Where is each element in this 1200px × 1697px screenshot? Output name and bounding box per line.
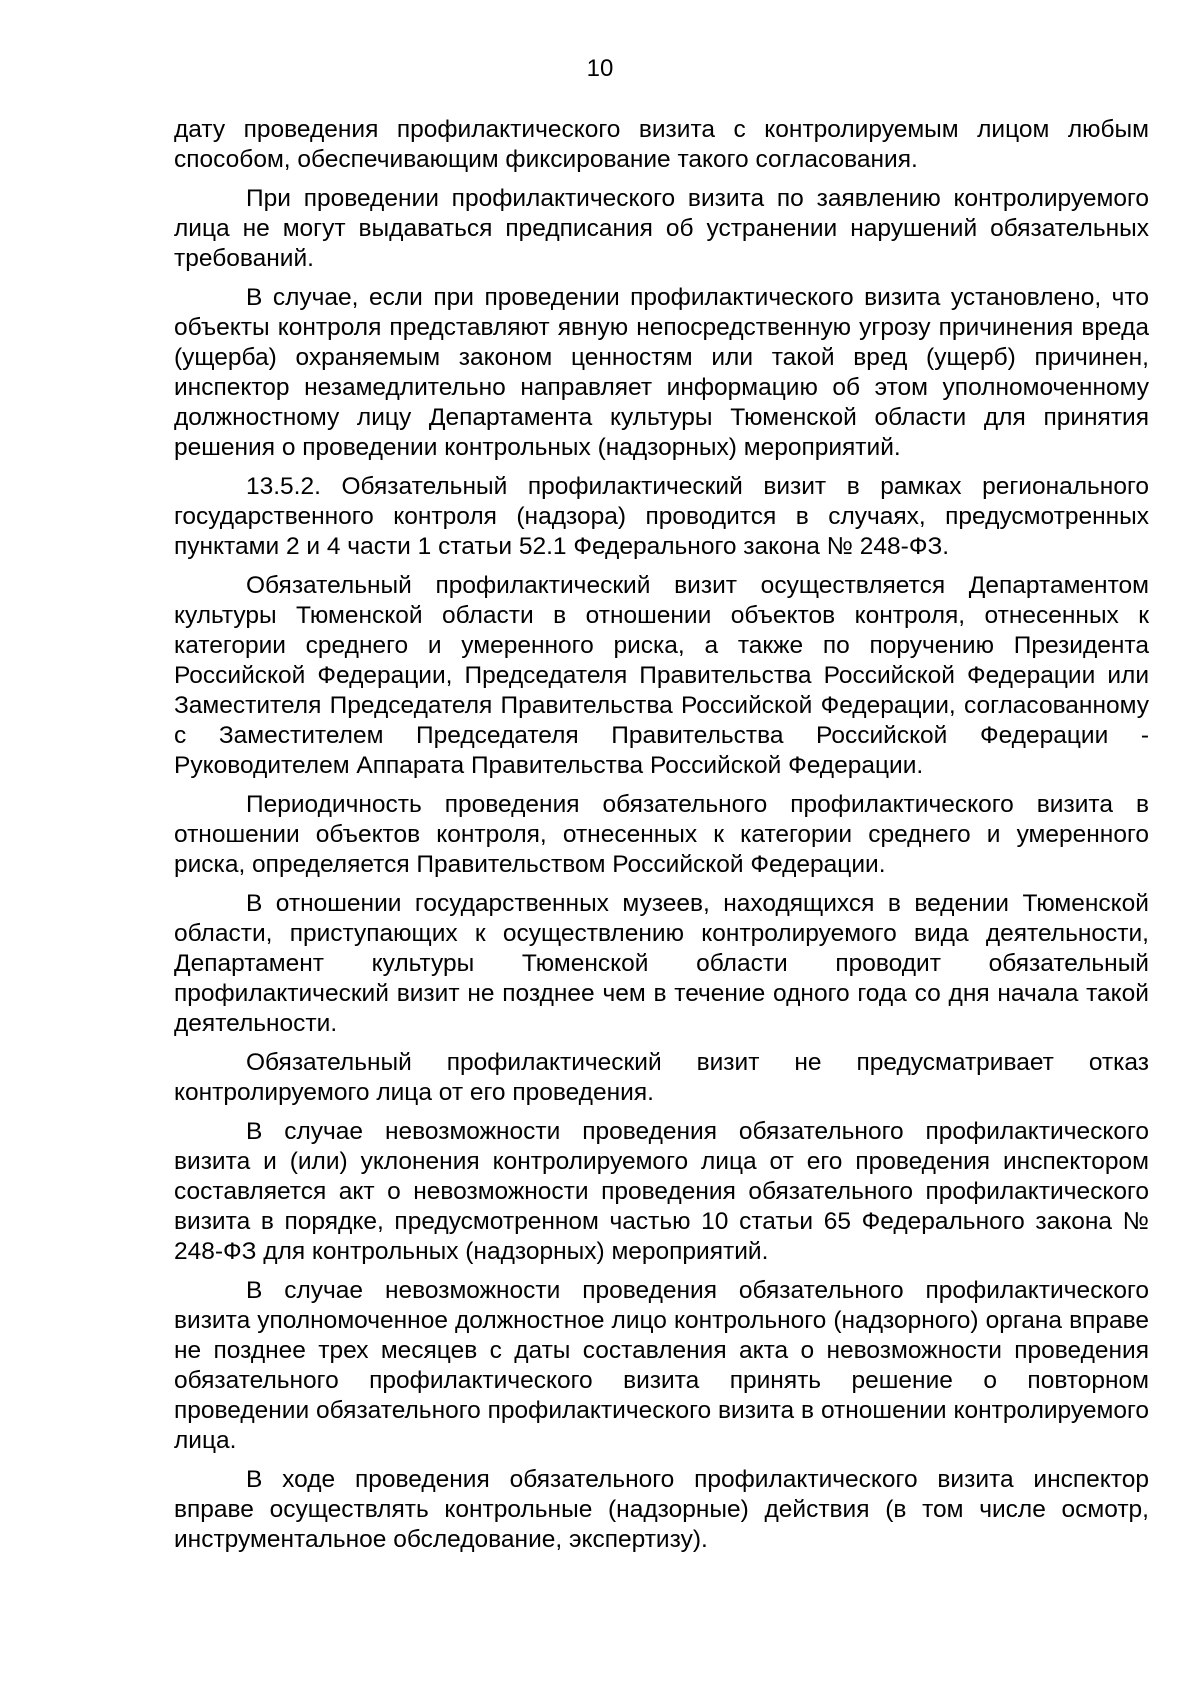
paragraph: В отношении государственных музеев, находящихся в ведении Тюменской области, приступающих к осуществлению контролируемого вида деятельности, Департамент культуры Тюменской области проводит обязательный профилактический визит не позднее чем в течение одного года со дня начала такой деятельности. — [174, 890, 1149, 1037]
paragraph: При проведении профилактического визита по заявлению контролируемого лица не могут выдаваться предписания об устранении нарушений обязательных требований. — [174, 185, 1149, 272]
document-body — [174, 115, 1149, 1564]
paragraph: В случае невозможности проведения обязательного профилактического визита уполномоченное должностное лицо контрольного (надзорного) органа вправе не позднее трех месяцев с даты составления акта о невозможности проведения обязательного профилактического визита принять решение о повторном проведении обязательного профилактического визита в отношении контролируемого лица. — [174, 1277, 1149, 1454]
page-number: 10 — [586, 55, 614, 82]
paragraph: Периодичность проведения обязательного профилактического визита в отношении объектов контроля, отнесенных к категории среднего и умеренного риска, определяется Правительством Российской Федерации. — [174, 791, 1149, 878]
paragraph: В случае невозможности проведения обязательного профилактического визита и (или) уклонения контролируемого лица от его проведения инспектором составляется акт о невозможности проведения обязательного профилактического визита в порядке, предусмотренном частью 10 статьи 65 Федерального закона № 248-ФЗ для контрольных (надзорных) мероприятий. — [174, 1118, 1149, 1265]
paragraph-continuation: дату проведения профилактического визита с контролируемым лицом любым способом, обеспечивающим фиксирование такого согласования. — [174, 116, 1149, 173]
paragraph: Обязательный профилактический визит осуществляется Департаментом культуры Тюменской области в отношении объектов контроля, отнесенных к категории среднего и умеренного риска, а также по поручению Президента Российской Федерации, Председателя Правительства Российской Федерации или Заместителя Председателя Правительства Российской Федерации, согласованному с Заместителем Председателя Правительства Российской Федерации - Руководителем Аппарата Правительства Российской Федерации. — [174, 572, 1149, 779]
paragraph: Обязательный профилактический визит не предусматривает отказ контролируемого лица от его проведения. — [174, 1049, 1149, 1106]
paragraph: В ходе проведения обязательного профилактического визита инспектор вправе осуществлять контрольные (надзорные) действия (в том числе осмотр, инструментальное обследование, экспертизу). — [174, 1466, 1149, 1553]
paragraph: 13.5.2. Обязательный профилактический визит в рамках регионального государственного контроля (надзора) проводится в случаях, предусмотренных пунктами 2 и 4 части 1 статьи 52.1 Федерального закона № 248-ФЗ. — [174, 473, 1149, 560]
paragraph: В случае, если при проведении профилактического визита установлено, что объекты контроля представляют явную непосредственную угрозу причинения вреда (ущерба) охраняемым законом ценностям или такой вред (ущерб) причинен, инспектор незамедлительно направляет информацию об этом уполномоченному должностному лицу Департамента культуры Тюменской области для принятия решения о проведении контрольных (надзорных) мероприятий. — [174, 284, 1149, 461]
